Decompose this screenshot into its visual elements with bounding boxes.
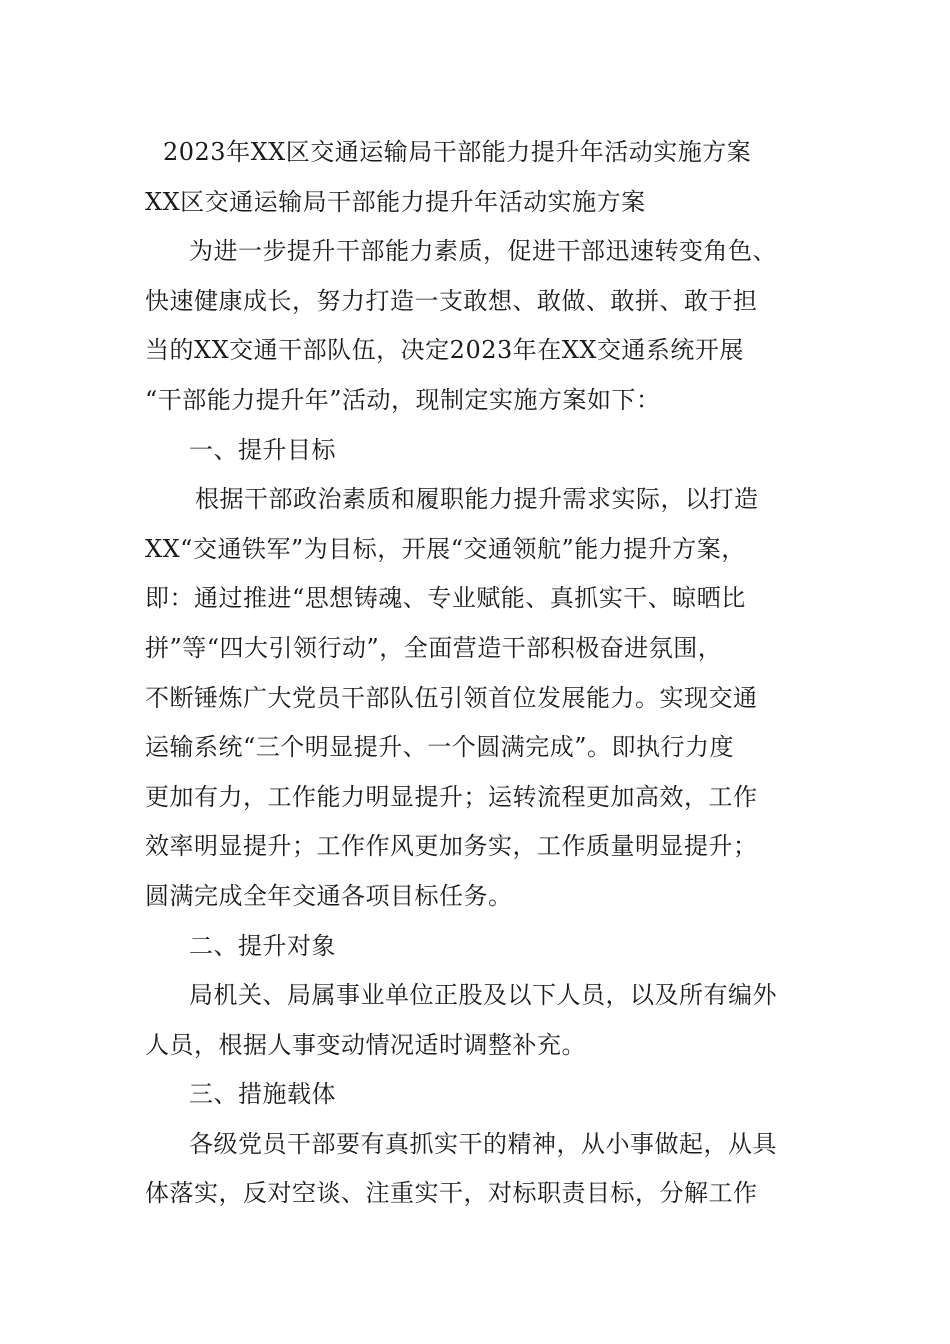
goals-paragraph (145, 475, 810, 921)
section-heading-measures: 三、措施载体 (189, 1080, 336, 1109)
paragraph-line: 快速健康成长，努力打造一支敢想、敢做、敢拼、敢于担 (145, 286, 758, 315)
paragraph-line: 效率明显提升；工作作风更加务实，工作质量明显提升； (145, 832, 758, 861)
paragraph-line: 拼”等“四大引领行动”，全面营造干部积极奋进氛围， (145, 633, 723, 662)
document-title: 2023年XX区交通运输局干部能力提升年活动实施方案 (163, 138, 752, 166)
paragraph-line: 即：通过推进“思想铸魂、专业赋能、真抓实干、晾晒比 (145, 584, 746, 613)
paragraph-line: 局机关、局属事业单位正股及以下人员，以及所有编外 (189, 981, 777, 1010)
section-heading-targets: 二、提升对象 (189, 931, 336, 960)
paragraph-line: 不断锤炼广大党员干部队伍引领首位发展能力。实现交通 (145, 683, 758, 712)
paragraph-line: 圆满完成全年交通各项目标任务。 (145, 881, 513, 910)
paragraph-line: 体落实，反对空谈、注重实干，对标职责目标，分解工作 (145, 1179, 758, 1208)
paragraph-line: 各级党员干部要有真抓实干的精神，从小事做起，从具 (189, 1129, 777, 1158)
paragraph-line: 当的XX交通干部队伍，决定2023年在XX交通系统开展 (145, 336, 744, 365)
paragraph-line: 为进一步提升干部能力素质，促进干部迅速转变角色、 (189, 237, 777, 266)
section-heading-goals: 一、提升目标 (189, 435, 336, 464)
targets-paragraph (145, 971, 810, 1070)
paragraph-line: “干部能力提升年”活动，现制定实施方案如下： (145, 385, 661, 414)
paragraph-line: 人员，根据人事变动情况适时调整补充。 (145, 1030, 586, 1059)
measures-paragraph (145, 1120, 810, 1219)
paragraph-line: 根据干部政治素质和履职能力提升需求实际，以打造 (195, 485, 759, 514)
paragraph-line: 更加有力，工作能力明显提升；运转流程更加高效，工作 (145, 782, 758, 811)
document-subtitle: XX区交通运输局干部能力提升年活动实施方案 (145, 187, 646, 216)
paragraph-line: XX“交通铁军”为目标，开展“交通领航”能力提升方案， (145, 534, 746, 563)
intro-paragraph (145, 227, 810, 425)
document-body (145, 128, 810, 1219)
paragraph-line: 运输系统“三个明显提升、一个圆满完成”。即执行力度 (145, 733, 735, 762)
